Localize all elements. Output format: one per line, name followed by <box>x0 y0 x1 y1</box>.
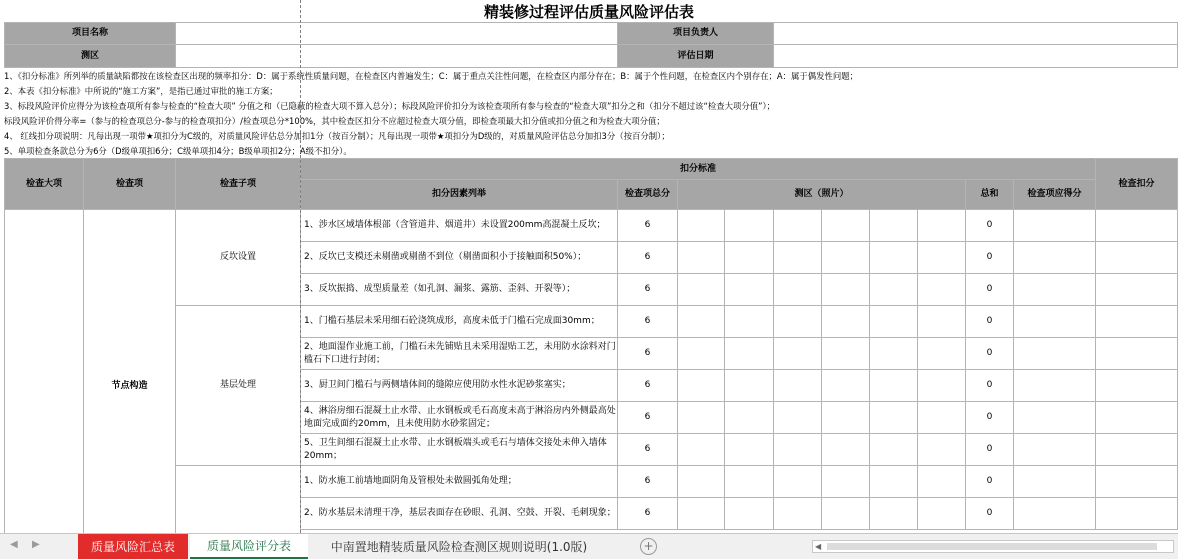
zone-photo-cell[interactable] <box>774 338 822 370</box>
zone-photo-cell[interactable] <box>918 498 966 530</box>
zone-photo-cell[interactable] <box>725 466 774 498</box>
item-total-cell[interactable]: 6 <box>618 274 678 306</box>
project-name-label: 项目名称 <box>4 22 176 45</box>
note-6: 5、单项检查条款总分为6分（D级单项扣6分；C级单项扣4分；B级单项扣2分；A级不扣分）。 <box>4 146 352 156</box>
factor-cell[interactable]: 2、反坎已支模还未剔凿或剔凿不到位（剔凿面积小于接触面积50%）； <box>301 242 618 274</box>
deduction-cell[interactable] <box>1096 306 1178 338</box>
zone-photo-cell[interactable] <box>774 210 822 242</box>
item-score-cell[interactable] <box>1014 274 1096 306</box>
sum-cell[interactable]: 0 <box>966 370 1014 402</box>
zone-photo-cell[interactable] <box>678 338 725 370</box>
item-total-cell[interactable]: 6 <box>618 498 678 530</box>
note-4: 标段风险评价得分率=（参与的检查项总分-参与的检查项扣分）/检查项总分*100%，其中检查区扣分不应超过检查大项分值，即检查项最大扣分值或扣分值之和为检查大项分值； <box>4 116 665 126</box>
zone-photo-cell[interactable] <box>870 274 918 306</box>
zone-photo-cell[interactable] <box>678 306 725 338</box>
col-deduction: 检查扣分 <box>1096 158 1178 210</box>
zone-photo-cell[interactable] <box>678 242 725 274</box>
zone-photo-cell[interactable] <box>774 434 822 466</box>
zone-photo-cell[interactable] <box>725 338 774 370</box>
item-cell-node-structure[interactable]: 节点构造 <box>84 210 176 533</box>
sum-cell[interactable]: 0 <box>966 242 1014 274</box>
zone-photo-cell[interactable] <box>774 242 822 274</box>
tab-rules-explanation[interactable]: 中南置地精装质量风险检查测区规则说明(1.0版) <box>330 540 588 554</box>
note-5: 4、 红线扣分项说明：凡每出现一项带★项扣分为C级的，对质量风险评估总分加扣1分（按百分制）；凡每出现一项带★项扣分为D级的，对质量风险评估总分加扣3分（按百分制）； <box>4 131 670 141</box>
factor-cell[interactable]: 1、涉水区域墙体根部（含管道井、烟道井）未设置200mm高混凝土反坎； <box>301 210 618 242</box>
tab-next-icon[interactable]: ▶ <box>32 539 40 550</box>
zone-photo-cell[interactable] <box>918 210 966 242</box>
note-1: 1、《扣分标准》所列举的质量缺陷都按在该检查区出现的频率扣分：D：属于系统性质量问题，在检查区内普遍发生；C：属于重点关注性问题，在检查区内部分存在；B：属于个性问题，在检查区内个别存在；A：属于偶发性问题； <box>4 71 859 81</box>
col-major-item: 检查大项 <box>4 158 84 210</box>
zone-photo-cell[interactable] <box>678 402 725 434</box>
zone-photo-cell[interactable] <box>918 402 966 434</box>
zone-photo-cell[interactable] <box>822 338 870 370</box>
zone-photo-cell[interactable] <box>870 306 918 338</box>
factor-cell[interactable]: 5、卫生间细石混凝土止水带、止水钢板端头或毛石与墙体交接处未伸入墙体20mm； <box>301 434 618 466</box>
tab-prev-icon[interactable]: ◀ <box>10 539 18 550</box>
item-total-cell[interactable]: 6 <box>618 434 678 466</box>
sum-cell[interactable]: 0 <box>966 402 1014 434</box>
zone-photo-cell[interactable] <box>918 338 966 370</box>
scrollbar-thumb[interactable] <box>827 543 1157 550</box>
item-total-cell[interactable]: 6 <box>618 370 678 402</box>
item-score-cell[interactable] <box>1014 466 1096 498</box>
col-sub-item: 检查子项 <box>176 158 301 210</box>
zone-photo-cell[interactable] <box>678 370 725 402</box>
item-score-cell[interactable] <box>1014 370 1096 402</box>
factor-cell[interactable]: 1、防水施工前墙地面阴角及管根处未做圆弧角处理； <box>301 466 618 498</box>
zone-photo-cell[interactable] <box>822 242 870 274</box>
zone-photo-cell[interactable] <box>918 370 966 402</box>
zone-photo-cell[interactable] <box>725 210 774 242</box>
factor-cell[interactable]: 4、淋浴房细石混凝土止水带、止水钢板或毛石高度未高于淋浴房内外侧最高处地面完成面约20mm，且未使用防水砂浆固定； <box>301 402 618 434</box>
deduction-cell[interactable] <box>1096 498 1178 530</box>
zone-photo-cell[interactable] <box>918 274 966 306</box>
item-score-cell[interactable] <box>1014 242 1096 274</box>
major-item-cell[interactable] <box>4 210 84 533</box>
zone-label: 测区 <box>4 45 176 68</box>
item-score-cell[interactable] <box>1014 434 1096 466</box>
zone-photo-cell[interactable] <box>870 434 918 466</box>
zone-photo-cell[interactable] <box>678 210 725 242</box>
zone-photo-cell[interactable] <box>918 434 966 466</box>
zone-photo-cell[interactable] <box>822 210 870 242</box>
factor-cell[interactable]: 2、地面湿作业施工前，门槛石未先铺贴且未采用湿贴工艺，未用防水涂料对门槛石下口进行封闭； <box>301 338 618 370</box>
scroll-left-icon[interactable]: ◀ <box>815 542 822 551</box>
col-item: 检查项 <box>84 158 176 210</box>
zone-photo-cell[interactable] <box>725 242 774 274</box>
tab-quality-risk-score[interactable]: 质量风险评分表 <box>190 534 308 559</box>
zone-photo-cell[interactable] <box>822 402 870 434</box>
zone-photo-cell[interactable] <box>774 370 822 402</box>
deduction-cell[interactable] <box>1096 242 1178 274</box>
sum-cell[interactable]: 0 <box>966 498 1014 530</box>
item-score-cell[interactable] <box>1014 338 1096 370</box>
factor-cell[interactable]: 1、门槛石基层未采用细石砼浇筑成形，高度未低于门槛石完成面30mm； <box>301 306 618 338</box>
sum-cell[interactable]: 0 <box>966 210 1014 242</box>
zone-photo-cell[interactable] <box>774 466 822 498</box>
zone-photo-cell[interactable] <box>918 242 966 274</box>
zone-photo-cell[interactable] <box>870 402 918 434</box>
eval-date-label: 评估日期 <box>618 45 774 68</box>
col-sum: 总和 <box>966 180 1014 210</box>
factor-cell[interactable]: 2、防水基层未清理干净，基层表面存在砂眼、孔洞、空鼓、开裂、毛刺现象； <box>301 498 618 530</box>
subitem-cell-0[interactable]: 反坎设置 <box>176 210 301 306</box>
item-score-cell[interactable] <box>1014 306 1096 338</box>
zone-photo-cell[interactable] <box>774 402 822 434</box>
zone-photo-cell[interactable] <box>678 274 725 306</box>
item-total-cell[interactable]: 6 <box>618 338 678 370</box>
sum-cell[interactable]: 0 <box>966 466 1014 498</box>
zone-photo-cell[interactable] <box>870 242 918 274</box>
item-total-cell[interactable]: 6 <box>618 466 678 498</box>
eval-date-value[interactable] <box>774 45 1178 68</box>
deduction-cell[interactable] <box>1096 402 1178 434</box>
zone-photo-cell[interactable] <box>678 498 725 530</box>
sum-cell[interactable]: 0 <box>966 274 1014 306</box>
zone-photo-cell[interactable] <box>678 434 725 466</box>
subitem-cell-2[interactable] <box>176 466 301 533</box>
item-total-cell[interactable]: 6 <box>618 402 678 434</box>
sum-cell[interactable]: 0 <box>966 434 1014 466</box>
factor-cell[interactable]: 3、厨卫间门槛石与两侧墙体间的缝隙应使用防水性水泥砂浆塞实； <box>301 370 618 402</box>
note-2: 2、本表《扣分标准》中所说的“施工方案”，是指已通过审批的施工方案； <box>4 86 278 96</box>
zone-photo-cell[interactable] <box>822 306 870 338</box>
item-score-cell[interactable] <box>1014 498 1096 530</box>
deduction-cell[interactable] <box>1096 466 1178 498</box>
factor-cell[interactable]: 3、反坎振捣、成型质量差（如孔洞、漏浆、露筋、歪斜、开裂等）； <box>301 274 618 306</box>
zone-photo-cell[interactable] <box>870 338 918 370</box>
zone-photo-cell[interactable] <box>725 498 774 530</box>
zone-photo-cell[interactable] <box>822 498 870 530</box>
zone-photo-cell[interactable] <box>870 466 918 498</box>
item-score-cell[interactable] <box>1014 402 1096 434</box>
col-standard: 扣分标准 <box>301 158 1096 180</box>
zone-photo-cell[interactable] <box>774 498 822 530</box>
zone-photo-cell[interactable] <box>725 306 774 338</box>
zone-photo-cell[interactable] <box>822 434 870 466</box>
item-total-cell[interactable]: 6 <box>618 210 678 242</box>
zone-photo-cell[interactable] <box>774 274 822 306</box>
page-break-line <box>300 0 301 533</box>
horizontal-scrollbar[interactable] <box>812 540 1174 553</box>
deduction-cell[interactable] <box>1096 434 1178 466</box>
zone-photo-cell[interactable] <box>918 306 966 338</box>
zone-photo-cell[interactable] <box>870 498 918 530</box>
project-name-value[interactable] <box>176 22 618 45</box>
sheet-title: 精装修过程评估质量风险评估表 <box>483 2 694 21</box>
item-total-cell[interactable]: 6 <box>618 306 678 338</box>
zone-photo-cell[interactable] <box>678 466 725 498</box>
add-sheet-icon[interactable]: + <box>640 538 657 555</box>
col-item-total: 检查项总分 <box>618 180 678 210</box>
col-item-score: 检查项应得分 <box>1014 180 1096 210</box>
deduction-cell[interactable] <box>1096 338 1178 370</box>
zone-photo-cell[interactable] <box>870 210 918 242</box>
zone-photo-cell[interactable] <box>822 466 870 498</box>
note-3: 3、标段风险评价应得分为该检查项所有参与检查的“检查大项” 分值之和（已隐蔽的检查大项不算入总分）；标段风险评价扣分为该检查项所有参与检查的“检查大项”扣分之和（扣分不超过该“检查大项分值”）； <box>4 101 776 111</box>
sum-cell[interactable]: 0 <box>966 306 1014 338</box>
zone-value[interactable] <box>176 45 618 68</box>
zone-photo-cell[interactable] <box>725 434 774 466</box>
zone-photo-cell[interactable] <box>822 370 870 402</box>
tab-quality-risk-summary[interactable]: 质量风险汇总表 <box>78 534 188 559</box>
zone-photo-cell[interactable] <box>870 370 918 402</box>
zone-photo-cell[interactable] <box>725 402 774 434</box>
zone-photo-cell[interactable] <box>725 274 774 306</box>
col-factors: 扣分因素列举 <box>301 180 618 210</box>
item-score-cell[interactable] <box>1014 210 1096 242</box>
project-lead-value[interactable] <box>774 22 1178 45</box>
col-zone-photo: 测区（照片） <box>678 180 966 210</box>
sheet-tab-bar <box>0 533 1178 559</box>
deduction-cell[interactable] <box>1096 210 1178 242</box>
project-lead-label: 项目负责人 <box>618 22 774 45</box>
zone-photo-cell[interactable] <box>822 274 870 306</box>
deduction-cell[interactable] <box>1096 274 1178 306</box>
item-total-cell[interactable]: 6 <box>618 242 678 274</box>
sum-cell[interactable]: 0 <box>966 338 1014 370</box>
zone-photo-cell[interactable] <box>725 370 774 402</box>
zone-photo-cell[interactable] <box>774 306 822 338</box>
deduction-cell[interactable] <box>1096 370 1178 402</box>
zone-photo-cell[interactable] <box>918 466 966 498</box>
subitem-cell-1[interactable]: 基层处理 <box>176 306 301 466</box>
